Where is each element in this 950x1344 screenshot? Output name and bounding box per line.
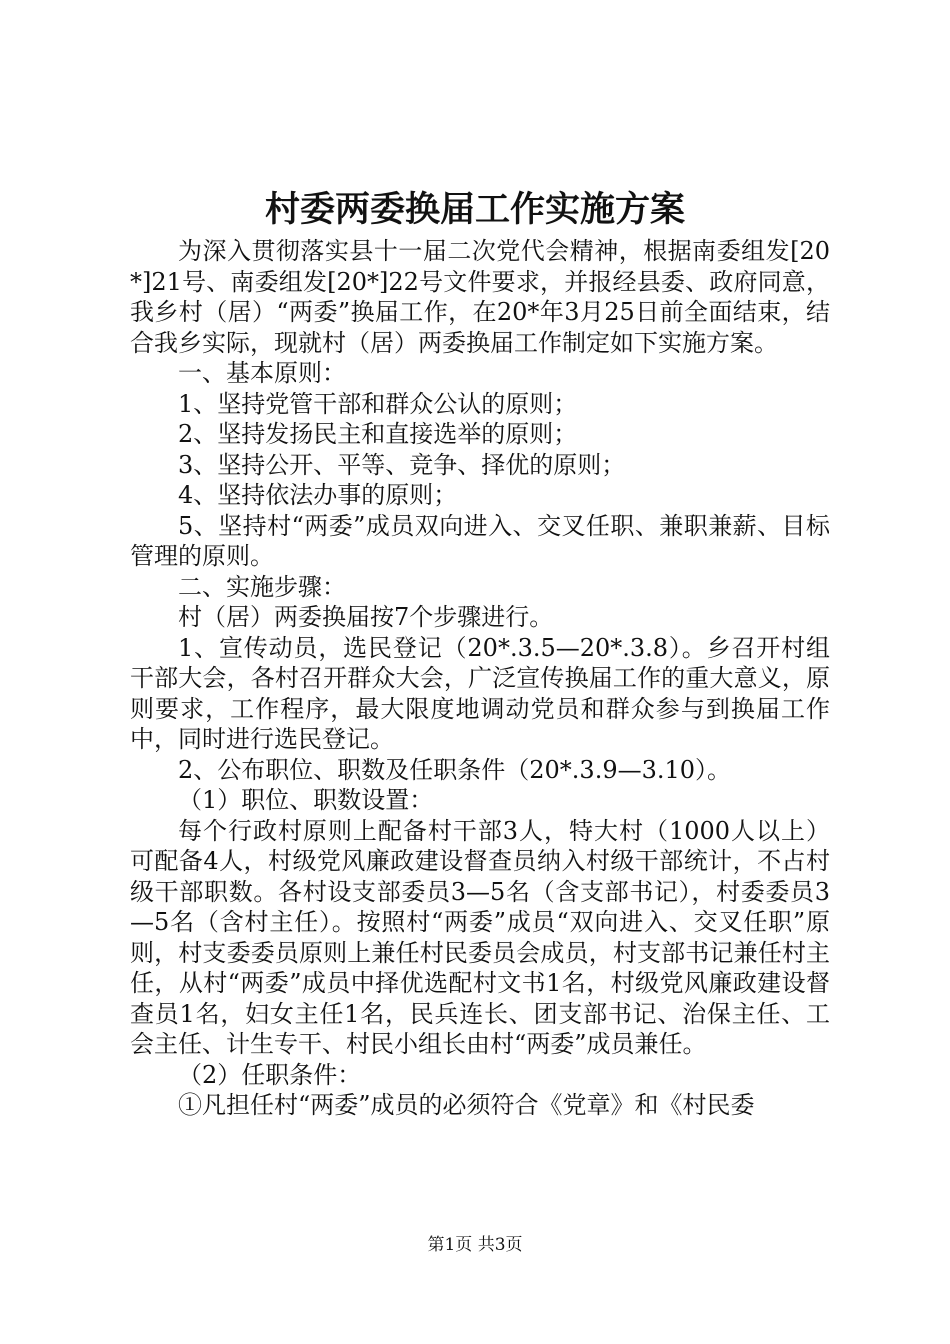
subheading: （2）任职条件： <box>178 1060 362 1089</box>
paragraph: 村（居）两委换届按7个步骤进行。 <box>178 603 554 631</box>
paragraph: 每个行政村原则上配备村干部3人，特大村（1000人以上）可配备4人，村级党风廉政建设督查员纳入村级干部统计，不占村级干部职数。各村设支部委员3—5名（含支部书记），村委委员3—5名（含村主任）。按照村“两委”成员“双向进入、交叉任职”原则，村支委委员原则上兼任村民委员会成员，村支部书记兼任村主任，从村“两委”成员中择优选配村文书1名，村级党风廉政建设督查员1名，妇女主任1名，民兵连长、团支部书记、治保主任、工会主任、计生专干、村民小组长由村“两委”成员兼任。 <box>130 816 830 1058</box>
paragraph: 1、宣传动员，选民登记（20*.3.5—20*.3.8）。乡召开村组干部大会，各村召开群众大会，广泛宣传换届工作的重大意义，原则要求，工作程序，最大限度地调动党员和群众参与到换届工作中，同时进行选民登记。 <box>130 633 830 753</box>
paragraph-intro: 为深入贯彻落实县十一届二次党代会精神，根据南委组发[20*]21号、南委组发[20*]22号文件要求，并报经县委、政府同意，我乡村（居）“两委”换届工作，在20*年3月25日前全面结束，结合我乡实际，现就村（居）两委换届工作制定如下实施方案。 <box>130 237 830 357</box>
list-item: 1、坚持党管干部和群众公认的原则； <box>178 389 578 418</box>
heading-implementation-steps: 二、实施步骤： <box>178 572 346 601</box>
list-item: 2、坚持发扬民主和直接选举的原则； <box>178 420 578 448</box>
page-number-footer: 第1页 共3页 <box>427 1235 523 1255</box>
list-item: 3、坚持公开、平等、竞争、择优的原则； <box>178 450 626 479</box>
paragraph: ①凡担任村“两委”成员的必须符合《党章》和《村民委 <box>178 1091 755 1119</box>
document-title: 村委两委换届工作实施方案 <box>264 189 685 230</box>
list-item: 4、坚持依法办事的原则； <box>178 481 458 509</box>
heading-basic-principles: 一、基本原则： <box>178 359 346 387</box>
paragraph: 2、公布职位、职数及任职条件（20*.3.9—3.10）。 <box>178 755 732 784</box>
list-item: 5、坚持村“两委”成员双向进入、交叉任职、兼职兼薪、目标管理的原则。 <box>130 511 830 570</box>
document-body <box>130 236 830 1121</box>
subheading: （1）职位、职数设置： <box>178 786 434 814</box>
